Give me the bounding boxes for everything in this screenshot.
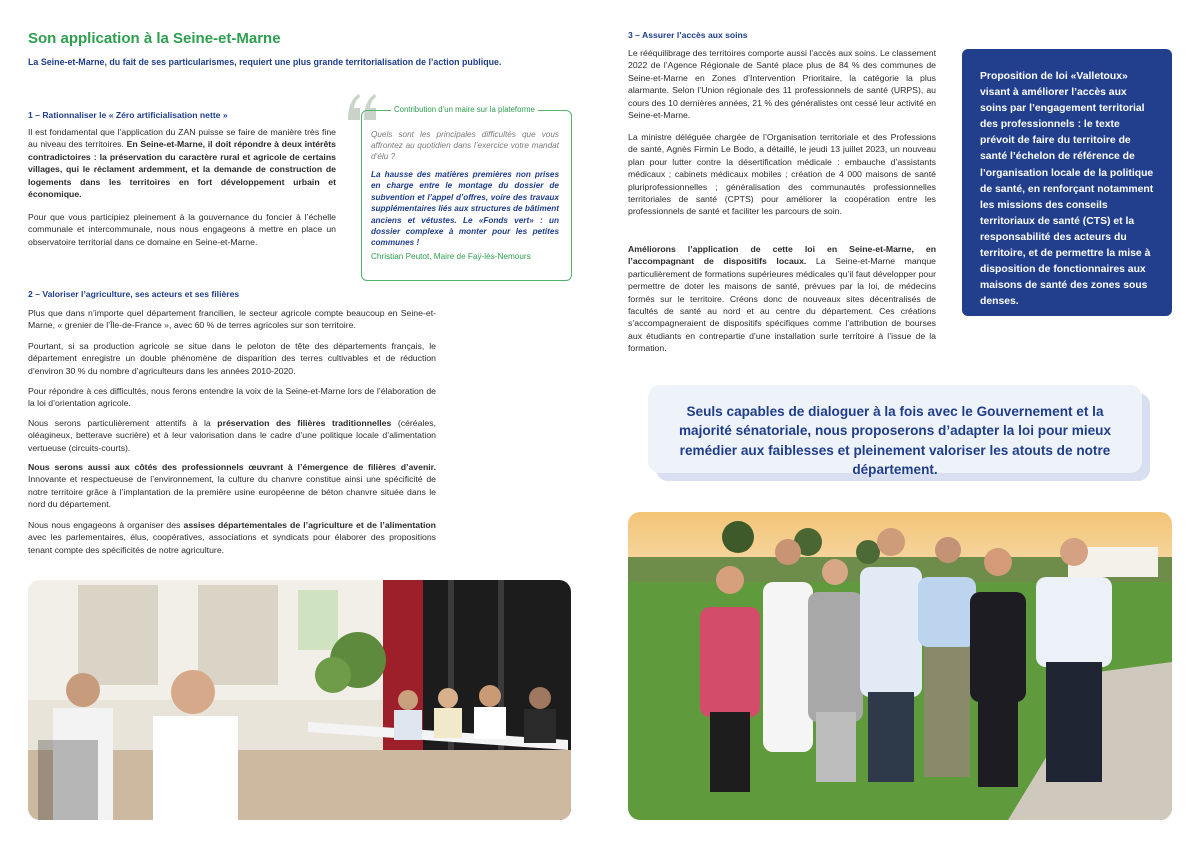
s3p3-text: La Seine-et-Marne manque particulièrement de formations supérieures médicales qu’il faut développer pour permettre de doter les maisons de santé, prévues par la loi, de médecins formés sur le territoire. Créons donc de nouveaux sites décentralisés de facultés de santé au nord et au centre du département. Ces créations s’accompagneraient de dispositifs spécifiques comme l’attribution de bourses aux étudiants en contrepartie d’une installation surle territoire à l’issue de la formation. bbox=[628, 256, 936, 354]
meeting-photo bbox=[28, 580, 571, 820]
section1-heading: 1 – Rationnaliser le « Zéro artificialisation nette » bbox=[28, 110, 228, 120]
s2p4-a: Nous serons particulièrement attentifs à la bbox=[28, 418, 218, 428]
callout-text: Seuls capables de dialoguer à la fois avec le Gouvernement et la majorité sénatoriale, nous proposerons d’adapter la loi pour mieux remédier aux faiblesses et pleinement valoriser les atouts de notre département. bbox=[678, 404, 1112, 478]
s2p5-text: Innovante et respectueuse de l’environnement, la culture du chanvre constitue ainsi une spécificité de notre territoire grâce à l’implantation de la première usine européenne de béton chanvre située dans le nord du département. bbox=[28, 474, 436, 510]
section1-p1-text: Il est fondamental que l’application du ZAN puisse se faire de manière très fine au niveau des territoires. bbox=[28, 127, 336, 150]
s2p6-b: avec les parlementaires, élus, coopératives, associations et syndicats pour élaborer des propositions tenant compte des spécificités de notre agriculture. bbox=[28, 532, 436, 555]
valletoux-text: Proposition de loi «Valletoux» visant à améliorer l’accès aux soins par l’engagement territorial des professionnels : le texte prévoit de faire du territoire de santé l’échelon de référence de l’organisation locale de la politique de santé, en renforçant notamment les missions des conseils territoriaux de santé (CTS) et la responsabilité des acteurs du territoire, et de permettre la mise à disposition de fonctionnaires aux maisons de santé des zones sous denses. bbox=[980, 71, 1154, 308]
section3-heading: 3 – Assurer l’accès aux soins bbox=[628, 30, 748, 40]
quote-signature: Christian Peutot, Maire de Faÿ-lès-Nemours bbox=[371, 252, 531, 261]
section2-paragraph3: Pour répondre à ces difficultés, nous ferons entendre la voix de la Seine-et-Marne lors de l’élaboration de la loi d’orientation agricole. bbox=[28, 386, 436, 409]
section2-paragraph6 bbox=[28, 519, 436, 556]
valletoux-box bbox=[962, 49, 1172, 316]
section3-paragraph2: La ministre déléguée chargée de l’Organisation territoriale et des Professions de santé, Agnès Firmin Le Bodo, a détaillé, le jeudi 13 juillet 2023, un nouveau plan pour lutter contre la désertification médicale : embauche d’assistants médicaux ; cabinets médicaux mobiles ; création de 4 000 maisons de santé pluriprofessionnelles ; généralisation des communautés professionnelles territoriales de santé (CPTS) pour améliorer la coopération entre les professionnels de santé et faciliter les parcours de soin. bbox=[628, 132, 936, 217]
section1-paragraph2: Pour que vous participiez pleinement à la gouvernance du foncier à l’échelle communale et intercommunale, nous nous engageons à mettre en place un observatoire territorial dans ce domaine en Seine-et-Marne. bbox=[28, 212, 336, 247]
quote-answer: La hausse des matières premières non prises en charge entre le montage du dossier de subvention et l’appel d’offres, voire des travaux supplémentaires liés aux structures de bâtiment anciens et vétustes. Le «Fonds vert» : un dossier complexe à monter pour les petites communes ! bbox=[371, 170, 559, 248]
section3-paragraph3 bbox=[628, 243, 936, 355]
s2p6-a: Nous nous engageons à organiser des bbox=[28, 520, 184, 530]
section1-paragraph1 bbox=[28, 126, 336, 200]
quote-label: Contribution d’un maire sur la plateforme bbox=[391, 105, 538, 114]
section2-paragraph1: Plus que dans n’importe quel département francilien, le secteur agricole compte beaucoup en Seine-et-Marne, « grenier de l’Île-de-France », avec 60 % de terres agricoles sur son territoire. bbox=[28, 308, 436, 331]
section2-paragraph2: Pourtant, si sa production agricole se situe dans le peloton de tête des départements français, le département enregistre un double phénomène de disparition des terres cultivables et de réduction d’environ 30 % du nombre d’agriculteurs dans les années 2010-2020. bbox=[28, 341, 436, 376]
group-photo bbox=[628, 512, 1172, 820]
s2p6-bold: assises départementales de l’agriculture et de l’alimentation bbox=[183, 520, 436, 530]
section2-paragraph4 bbox=[28, 417, 436, 454]
section3-paragraph1: Le rééquilibrage des territoires comporte aussi l’accès aux soins. Le classement 2022 de l’Agence Régionale de Santé place plus de 84 % des communes de Seine-et-Marne en Zones d’Intervention Prioritaire, la catégorie la plus alarmante. Selon l’Union régionale des 11 professionnels de santé (URPS), au cours des 10 dernières années, 21 % des généralistes ont cessé leur activité en Seine-et-Marne. bbox=[628, 48, 936, 121]
s2p5-bold: Nous serons aussi aux côtés des professionnels œuvrant à l’émergence de filières d’avenir. bbox=[28, 462, 436, 472]
section2-paragraph5 bbox=[28, 461, 436, 511]
s2p4-b: (céréales, oléagineux, betterave sucrière) et à leur valorisation dans le cadre d’une politique locale d’alimentation vertueuse (circuits-courts). bbox=[28, 418, 436, 453]
callout-box bbox=[648, 385, 1142, 478]
intro-text: La Seine-et-Marne, du fait de ses particularismes, requiert une plus grande territorialisation de l’action publique. bbox=[28, 57, 502, 67]
section1-p1-bold: En Seine-et-Marne, il doit répondre à deux intérêts contradictoires : la préservation du caractère rural et agricole de certains villages, qui le réclament ardemment, et la demande de construction de logements dans les territoires en fort développement urbain et économique. bbox=[28, 139, 336, 200]
quote-question: Quels sont les principales difficultés que vous affrontez au quotidien dans l’exercice votre mandat d’élu ? bbox=[371, 130, 559, 162]
section2-heading: 2 – Valoriser l’agriculture, ses acteurs et ses filières bbox=[28, 289, 240, 299]
page-title: Son application à la Seine-et-Marne bbox=[28, 30, 281, 47]
s2p4-bold: préservation des filières traditionnelles bbox=[217, 418, 392, 428]
s3p3-bold: Améliorons l’application de cette loi en Seine-et-Marne, en l’accompagnant de dispositifs locaux. bbox=[628, 244, 936, 267]
